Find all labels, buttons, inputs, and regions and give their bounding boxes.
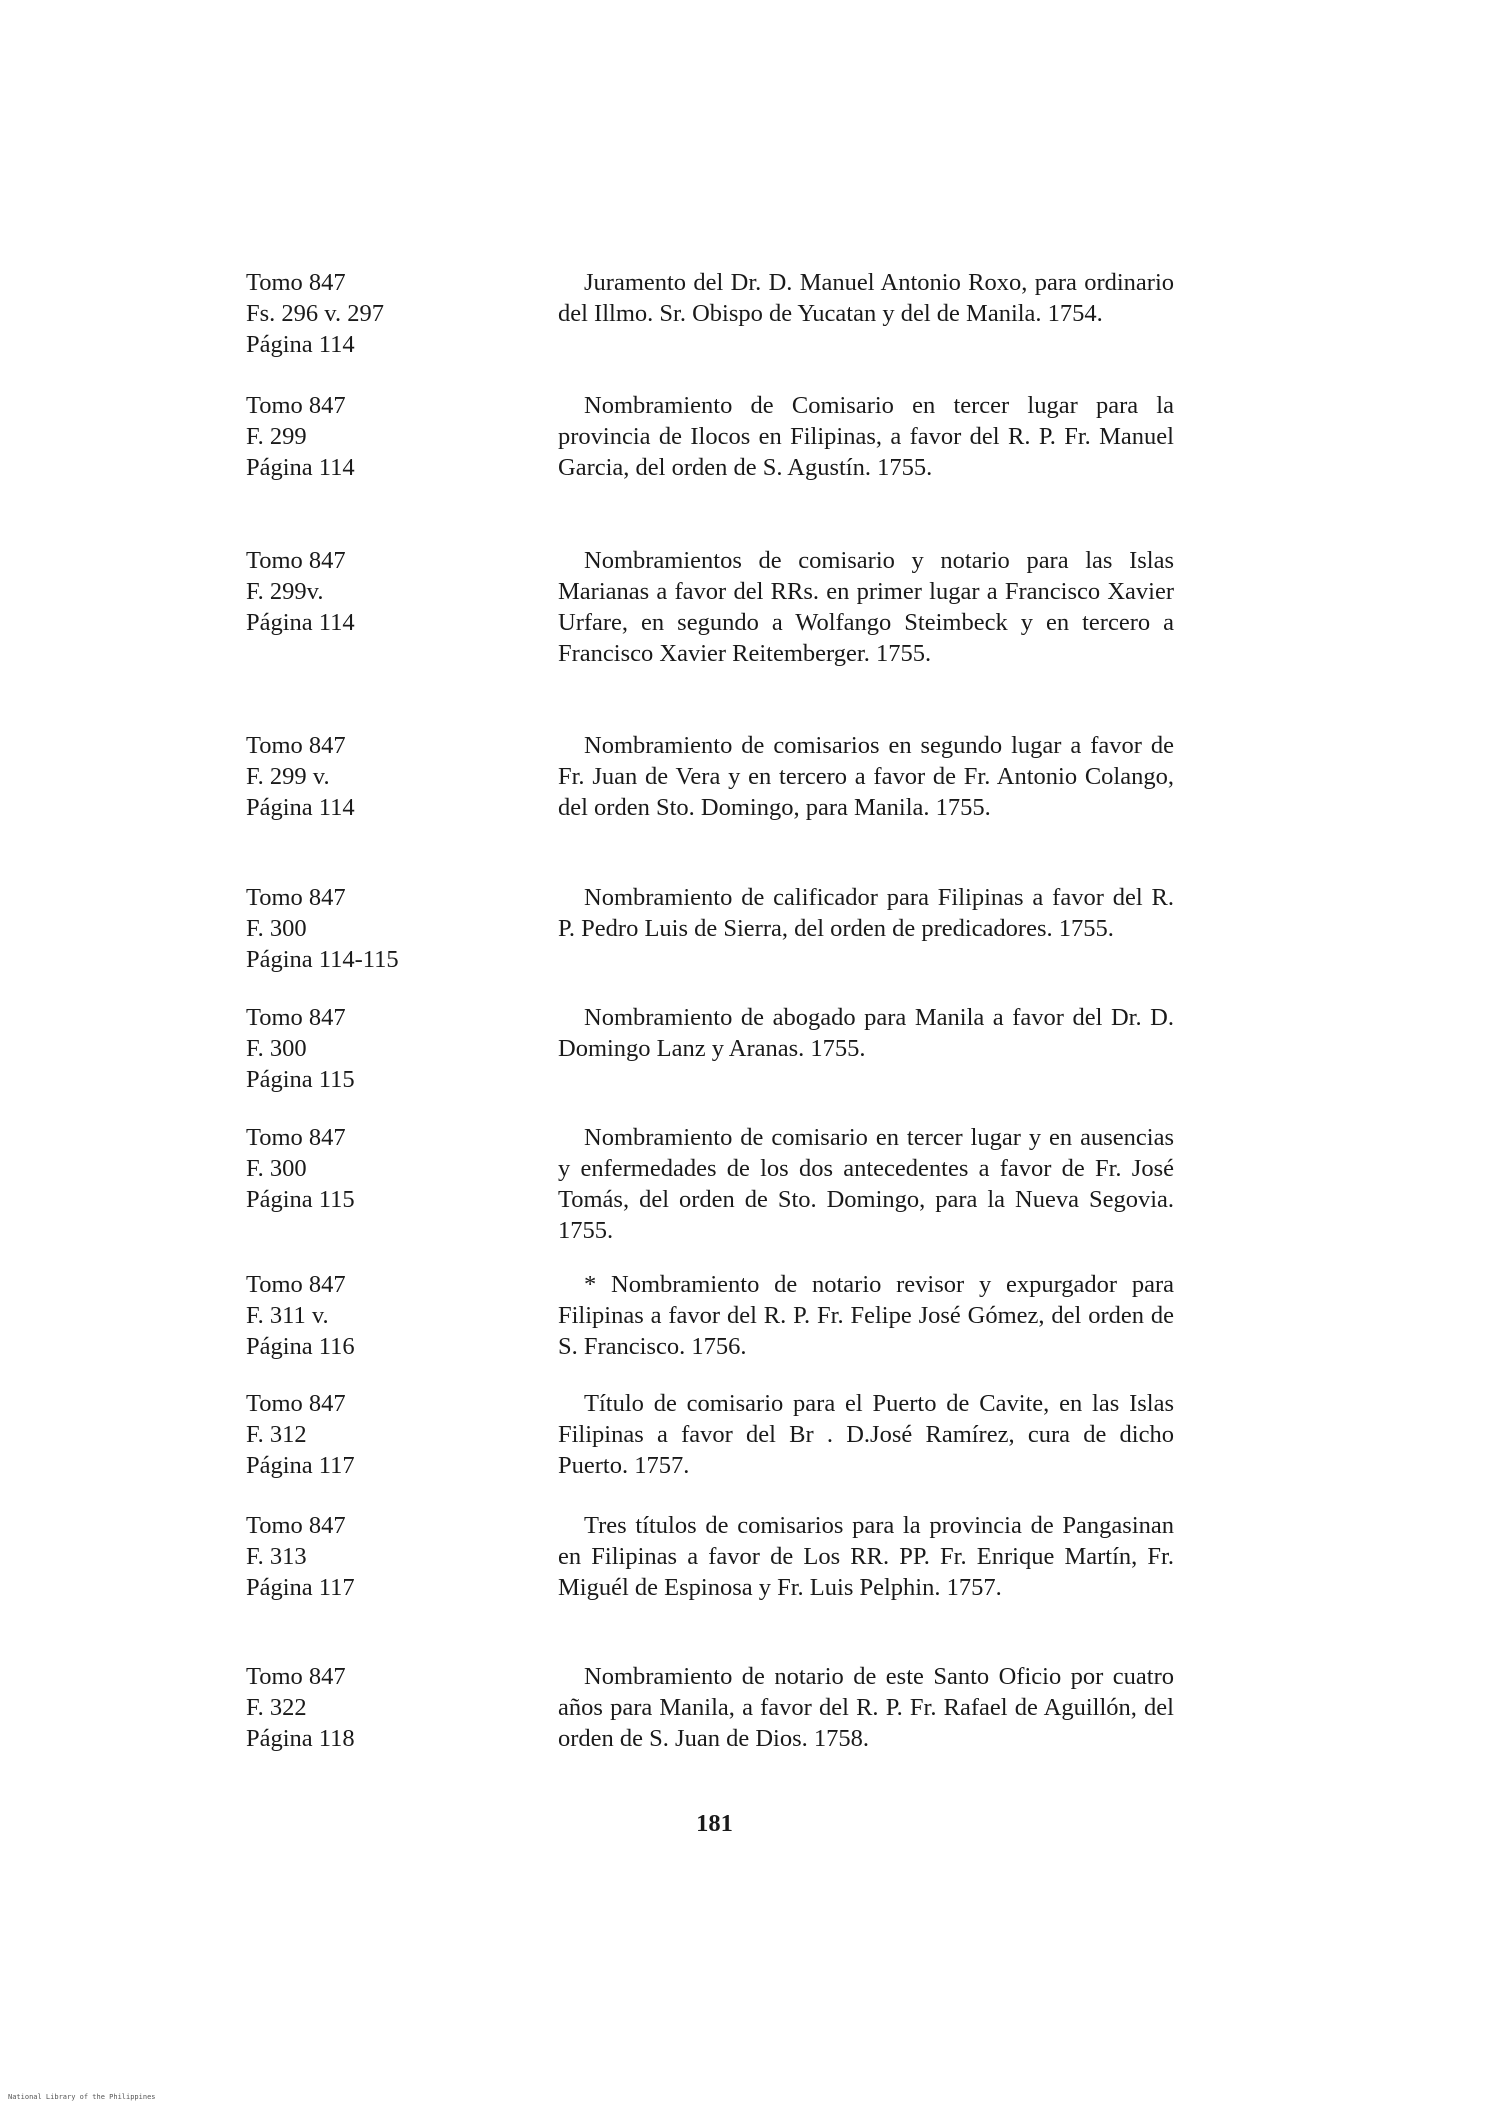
archive-reference [246, 1388, 476, 1481]
pagina-label: Página 117 [246, 1574, 355, 1601]
entry-description: Nombramiento de comisarios en segundo lugar a favor de Fr. Juan de Vera y en tercero a favor de Fr. Antonio Colango, del orden Sto. Domingo, para Manila. 1755. [558, 732, 1174, 821]
pagina-label: Página 118 [246, 1725, 355, 1752]
tomo-label: Tomo 847 [246, 1004, 346, 1031]
entry-description: Nombramiento de notario de este Santo Oficio por cuatro años para Manila, a favor del R. P. Fr. Rafael de Aguillón, del orden de S. Juan de Dios. 1758. [558, 1663, 1174, 1752]
tomo-label: Tomo 847 [246, 392, 346, 419]
entry-description: Nombramiento de calificador para Filipinas a favor del R. P. Pedro Luis de Sierra, del orden de predicadores. 1755. [558, 884, 1174, 942]
pagina-label: Página 114 [246, 331, 355, 358]
tomo-label: Tomo 847 [246, 1663, 346, 1690]
pagina-label: Página 114 [246, 454, 355, 481]
entry-description: Nombramientos de comisario y notario para las Islas Marianas a favor del RRs. en primer lugar a Francisco Xavier Urfare, en segundo a Wolfango Steimbeck y en tercero a Francisco Xavier Reitemberger. 1755. [558, 547, 1174, 667]
entry-description: Tres títulos de comisarios para la provincia de Pangasinan en Filipinas a favor de Los RR. PP. Fr. Enrique Martín, Fr. Miguél de Espinosa y Fr. Luis Pelphin. 1757. [558, 1512, 1174, 1601]
pagina-label: Página 114 [246, 794, 355, 821]
tomo-label: Tomo 847 [246, 884, 346, 911]
folio-label: F. 299 v. [246, 763, 330, 790]
tomo-label: Tomo 847 [246, 732, 346, 759]
folio-label: Fs. 296 v. 297 [246, 300, 384, 327]
folio-label: F. 299v. [246, 578, 324, 605]
archive-reference [246, 1269, 476, 1362]
tomo-label: Tomo 847 [246, 547, 346, 574]
archive-reference [246, 390, 476, 483]
entry-description: Título de comisario para el Puerto de Cavite, en las Islas Filipinas a favor del Br . D.José Ramírez, cura de dicho Puerto. 1757. [558, 1390, 1174, 1479]
entry-description: Nombramiento de Comisario en tercer lugar para la provincia de Ilocos en Filipinas, a favor del R. P. Fr. Manuel Garcia, del orden de S. Agustín. 1755. [558, 392, 1174, 481]
archive-reference [246, 267, 476, 360]
pagina-label: Página 117 [246, 1452, 355, 1479]
entry-description: Nombramiento de abogado para Manila a favor del Dr. D. Domingo Lanz y Aranas. 1755. [558, 1004, 1174, 1062]
archive-reference [246, 1510, 476, 1603]
pagina-label: Página 115 [246, 1186, 355, 1213]
pagina-label: Página 115 [246, 1066, 355, 1093]
entry-description: * Nombramiento de notario revisor y expurgador para Filipinas a favor del R. P. Fr. Felipe José Gómez, del orden de S. Francisco. 1756. [558, 1271, 1174, 1360]
folio-label: F. 322 [246, 1694, 307, 1721]
tomo-label: Tomo 847 [246, 1512, 346, 1539]
folio-label: F. 313 [246, 1543, 307, 1570]
entry-description: Nombramiento de comisario en tercer lugar y en ausencias y enfermedades de los dos antecedentes a favor de Fr. José Tomás, del orden de Sto. Domingo, para la Nueva Segovia. 1755. [558, 1124, 1174, 1244]
archive-reference [246, 1661, 476, 1754]
page-number-text: 181 [696, 1810, 733, 1837]
folio-label: F. 300 [246, 1035, 307, 1062]
tomo-label: Tomo 847 [246, 1124, 346, 1151]
pagina-label: Página 116 [246, 1333, 355, 1360]
folio-label: F. 299 [246, 423, 307, 450]
folio-label: F. 311 v. [246, 1302, 329, 1329]
archive-reference [246, 1122, 476, 1215]
archive-reference [246, 1002, 476, 1095]
archive-reference [246, 730, 476, 823]
pagina-label: Página 114 [246, 609, 355, 636]
folio-label: F. 312 [246, 1421, 307, 1448]
entry-description: Juramento del Dr. D. Manuel Antonio Roxo, para ordinario del Illmo. Sr. Obispo de Yucatan y del de Manila. 1754. [558, 269, 1174, 327]
archive-reference [246, 545, 476, 638]
tomo-label: Tomo 847 [246, 1271, 346, 1298]
archive-reference [246, 882, 476, 975]
folio-label: F. 300 [246, 1155, 307, 1182]
tomo-label: Tomo 847 [246, 1390, 346, 1417]
tomo-label: Tomo 847 [246, 269, 346, 296]
page-number [0, 1810, 1489, 1838]
folio-label: F. 300 [246, 915, 307, 942]
scan-credit: National Library of the Philippines [8, 2093, 156, 2101]
pagina-label: Página 114-115 [246, 946, 399, 973]
